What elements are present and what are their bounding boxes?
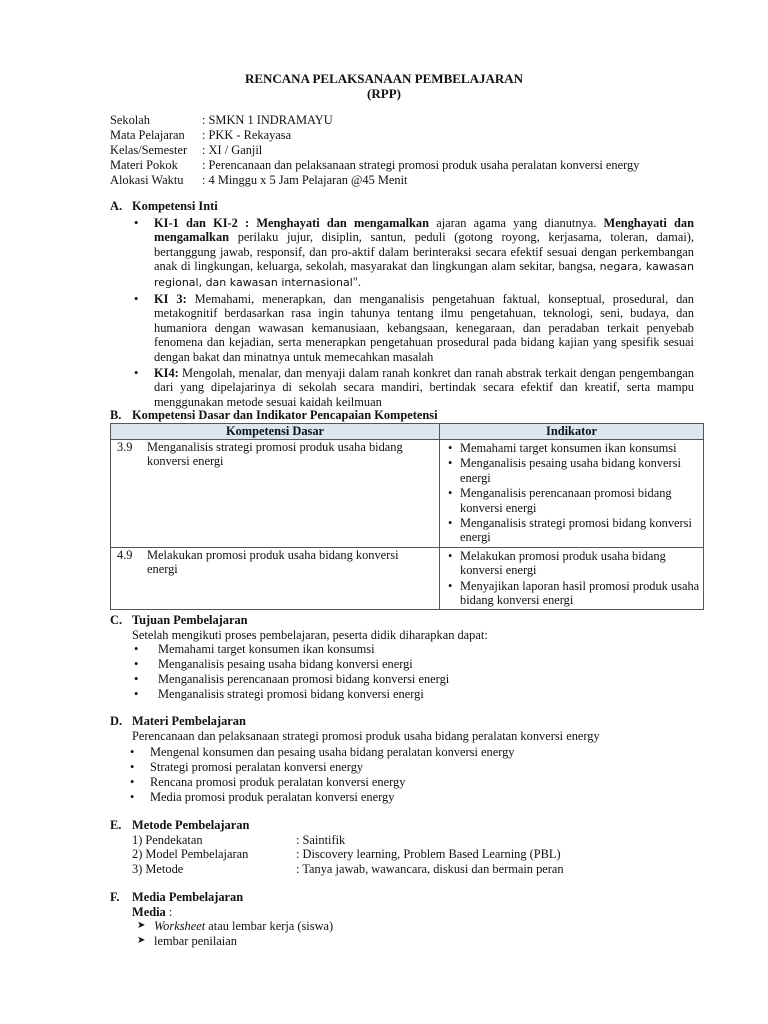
ki-item-3 [132,292,694,365]
indicator-text: Menganalisis perencanaan promosi bidang konversi energi [460,486,672,515]
list-item [132,642,710,657]
section-heading [110,408,710,423]
bullet-icon: • [130,774,135,789]
kd-number: 4.9 [117,547,133,562]
section-heading [110,199,710,214]
ki4-bold: KI4: [154,365,179,380]
bullet-icon: • [448,548,453,563]
list-item [137,919,710,934]
identity-value: : Perencanaan dan pelaksanaan strategi promosi produk usaha peralatan konversi energy [202,158,640,172]
bullet-icon: • [134,656,139,671]
indicator-text: Memahami target konsumen ikan konsumsi [460,441,677,455]
section-title: Kompetensi Inti [132,199,218,213]
section-letter: A. [110,199,123,213]
bullet-icon: • [448,441,453,455]
section-title: Kompetensi Dasar dan Indikator Pencapaian Kompetensi [132,408,438,422]
indicator-item [446,486,703,515]
indicator-text: Menganalisis strategi promosi bidang konversi energi [460,516,692,545]
indicator-list [440,549,703,608]
metode-row [110,847,710,862]
list-text: atau lembar kerja (siswa) [205,919,334,934]
kd-header-row [111,424,704,440]
bullet-icon: • [134,365,139,380]
list-item [128,745,710,760]
identity-value: : SMKN 1 INDRAMAYU [202,113,333,127]
section-intro: Setelah mengikuti proses pembelajaran, peserta didik diharapkan dapat: [132,627,488,642]
indicator-list [440,441,703,545]
list-text: Memahami target konsumen ikan konsumsi [158,642,375,657]
section-heading [110,714,710,729]
identity-value: : PKK - Rekayasa [202,128,292,142]
ki1-text-4: ". [352,274,361,289]
ki-item-4 [132,366,694,410]
bullet-icon: • [134,291,139,306]
list-item [128,790,710,805]
list-item [132,672,710,687]
kd-header: Kompetensi Dasar [111,424,440,440]
document-title [0,71,768,101]
identity-label: Alokasi Waktu [110,173,184,187]
metode-value: : Saintifik [296,832,346,847]
identity-row-subject [110,128,710,143]
materi-list [110,745,710,804]
list-item [132,687,710,702]
section-heading [110,818,710,833]
section-letter: C. [110,613,123,627]
bullet-icon: • [134,642,139,657]
ki1-bold-2: Menghayati dan mengamalkan [154,215,694,245]
metode-label: 3) Metode [132,862,184,877]
list-text: Menganalisis pesaing usaha bidang konversi energi [158,656,413,671]
identity-value: : XI / Ganjil [202,143,263,157]
identity-row-school [110,113,710,128]
list-item [132,657,710,672]
list-item [128,760,710,775]
section-heading [110,613,710,628]
list-text: Rencana promosi produk peralatan konversi energy [150,774,406,789]
list-text: Media promosi produk peralatan konversi energy [150,789,395,804]
section-title: Materi Pembelajaran [132,714,246,728]
indicator-text: Menganalisis pesaing usaha bidang konversi energi [460,456,681,485]
section-letter: B. [110,408,122,422]
section-heading [110,890,710,905]
identity-label: Kelas/Semester [110,143,188,157]
kd-row [111,547,704,610]
indicator-cell [440,440,704,548]
ki1-text-3: negara, kawasan regional, dan kawasan internasional [154,260,694,289]
ki1-text-2: perilaku jujur, disiplin, santun, peduli (gotong royong, kerjasama, toleran, damai), bertanggung jawab, responsif, dan pro-aktif dalam berinteraksi secara efektif sesuai dengan perkembangan anak di lingkungan, keluarga, sekolah, masyarakat dan lingkungan alam sekitar, bangsa, [154,230,694,274]
section-tujuan [110,613,710,701]
indicator-item [446,579,703,608]
title-line-2: (RPP) [367,86,401,101]
kd-number: 3.9 [117,440,133,454]
indicator-item [446,516,703,545]
identity-label: Mata Pelajaran [110,128,185,142]
section-title: Metode Pembelajaran [132,818,250,832]
identity-label: Sekolah [110,113,150,127]
bullet-icon: • [448,516,453,531]
kd-text: Melakukan promosi produk usaha bidang konversi energi [147,547,399,577]
indicator-text: Menyajikan laporan hasil promosi produk usaha bidang konversi energi [460,578,700,608]
ki1-bold: KI-1 dan KI-2 : Menghayati dan mengamalkan [154,215,430,230]
section-materi [110,714,710,804]
arrow-icon: ➤ [137,934,146,946]
bullet-icon: • [130,789,135,804]
bullet-icon: • [134,671,139,686]
bullet-icon: • [448,486,453,501]
metode-row [110,862,710,877]
section-kd-heading [110,408,710,423]
ki4-text: Mengolah, menalar, dan menyaji dalam ranah konkret dan ranah abstrak terkait dengan pengembangan dari yang dipelajarinya di sekolah secara mandiri, bertindak secara efektif dan kreatif, serta mampu menggunakan metode sesuai kaidah keilmuan [154,365,694,409]
indicator-cell [440,547,704,610]
identity-row-class [110,143,710,158]
section-letter: D. [110,714,123,728]
section-metode [110,818,710,877]
bullet-icon: • [134,215,139,230]
ki-list [110,216,694,410]
ki-item-1 [132,216,694,291]
indicator-text: Melakukan promosi produk usaha bidang konversi energi [460,548,666,578]
list-text: Strategi promosi peralatan konversi energy [150,759,364,774]
indicator-item [446,549,703,578]
indicator-header: Indikator [440,424,704,440]
list-text: Menganalisis strategi promosi bidang konversi energi [158,686,424,701]
section-title: Tujuan Pembelajaran [132,613,248,627]
worksheet-italic: Worksheet [154,919,206,934]
identity-row-topic [110,158,710,173]
list-text: Menganalisis perencanaan promosi bidang konversi energi [158,671,450,686]
media-label-line [110,905,710,920]
media-label: Media [132,904,166,919]
bullet-icon: • [130,745,135,760]
title-line-1: RENCANA PELAKSANAAN PEMBELAJARAN [244,71,524,86]
ki1-text: ajaran agama yang dianutnya. [429,215,604,230]
media-list [110,919,710,949]
list-text: Mengenal konsumen dan pesaing usaha bidang peralatan konversi energy [150,745,515,760]
metode-label: 1) Pendekatan [132,832,203,847]
list-text: lembar penilaian [154,933,237,948]
metode-row [110,833,710,848]
kd-text: Menganalisis strategi promosi produk usaha bidang konversi energi [147,440,403,469]
section-media [110,890,710,949]
bullet-icon: • [448,578,453,593]
arrow-icon: ➤ [137,920,146,932]
metode-value: : Discovery learning, Problem Based Learning (PBL) [296,847,561,862]
indicator-item [446,456,703,485]
section-letter: E. [110,818,122,832]
indicator-item [446,441,703,455]
metode-value: : Tanya jawab, wawancara, diskusi dan bermain peran [296,862,564,877]
identity-table [110,113,710,188]
identity-value: : 4 Minggu x 5 Jam Pelajaran @45 Menit [202,173,408,187]
kd-indicator-table [110,423,704,610]
identity-row-time [110,173,710,188]
section-intro: Perencanaan dan pelaksanaan strategi promosi produk usaha bidang peralatan konversi energy [132,728,600,743]
section-letter: F. [110,890,120,904]
section-kompetensi-inti [110,199,710,410]
bullet-icon: • [134,686,139,701]
ki3-bold: KI 3: [154,291,187,306]
kd-row [111,440,704,548]
ki3-text: Memahami, menerapkan, dan menganalisis pengetahuan faktual, konseptual, prosedural, dan metakognitif berdasarkan rasa ingin tahunya tentang ilmu pengetahuan, teknologi, seni, budaya, dan humaniora dengan wawasan kemanusiaan, kebangsaan, kenegaraan, dan peradaban terkait penyebab fenomena dan kejadian, serta menerapkan pengetahuan prosedural pada bidang kajian yang spesifik sesuai dengan bakat dan minatnya untuk memecahkan masalah [154,291,694,364]
kd-cell [111,547,440,610]
list-item [137,934,710,949]
kd-cell [111,440,440,548]
identity-label: Materi Pokok [110,158,178,172]
list-item [128,775,710,790]
media-colon: : [165,904,173,919]
tujuan-list [110,642,710,701]
section-title: Media Pembelajaran [132,890,244,904]
bullet-icon: • [130,759,135,774]
bullet-icon: • [448,456,453,471]
metode-label: 2) Model Pembelajaran [132,847,249,862]
